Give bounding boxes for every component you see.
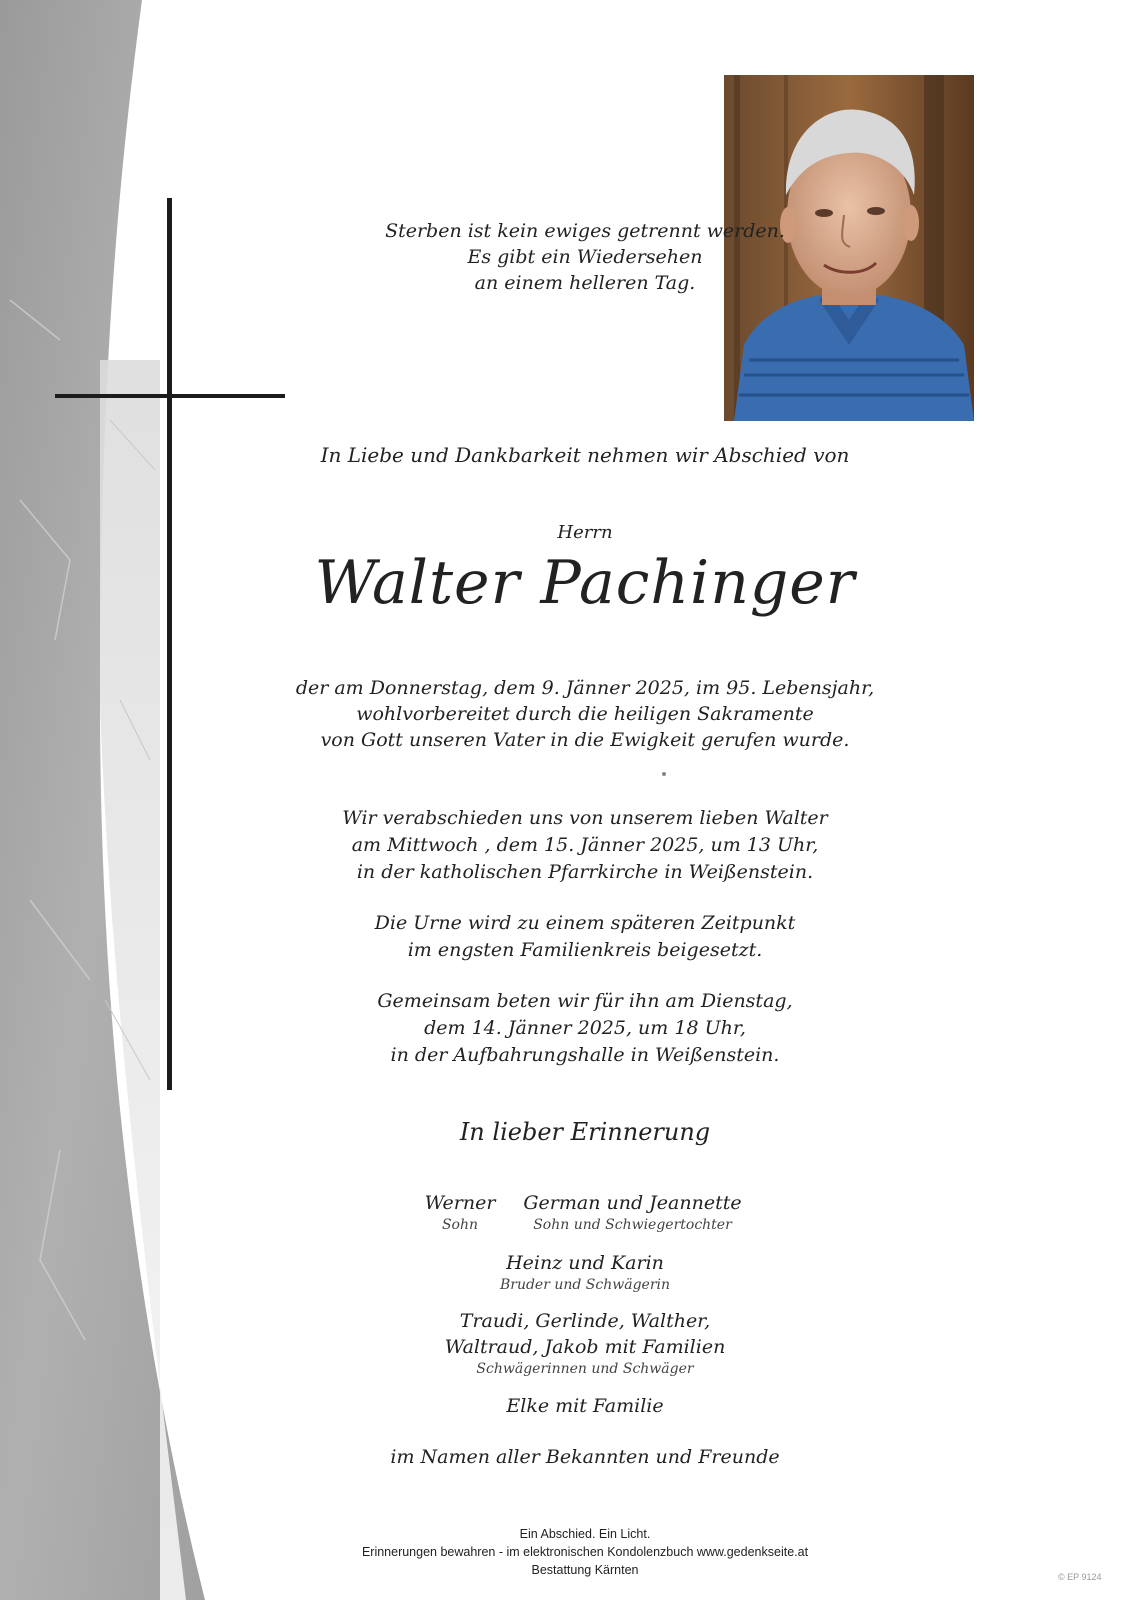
farewell-line: in der katholischen Pfarrkirche in Weißenstein. xyxy=(356,861,814,883)
death-notice-line: wohlvorbereitet durch die heiligen Sakramente xyxy=(356,703,814,725)
farewell-line: am Mittwoch , dem 15. Jänner 2025, um 13 Uhr, xyxy=(351,834,819,856)
mourner-werner xyxy=(405,1190,515,1234)
footer-line: Ein Abschied. Ein Licht. xyxy=(519,1527,651,1541)
prayer-notice xyxy=(170,988,1000,1069)
cross-horizontal-bar xyxy=(55,394,285,398)
mourner-name: Heinz und Karin xyxy=(506,1252,664,1274)
footer xyxy=(170,1525,1000,1579)
deceased-name: Walter Pachinger xyxy=(314,548,856,618)
separator-dot xyxy=(662,772,666,776)
prayer-line: Gemeinsam beten wir für ihn am Dienstag, xyxy=(377,990,793,1012)
mourner-relation: Sohn und Schwiegertochter xyxy=(533,1217,732,1233)
urn-line: im engsten Familienkreis beigesetzt. xyxy=(407,939,763,961)
mourner-relation: Sohn xyxy=(441,1217,479,1233)
footer-line: Erinnerungen bewahren - im elektronischen Kondolenzbuch www.gedenkseite.at xyxy=(361,1545,809,1559)
mourner-relation: Bruder und Schwägerin xyxy=(499,1277,671,1293)
mourner-heinz-karin xyxy=(170,1250,1000,1294)
quote-line: Sterben ist kein ewiges getrennt werden. xyxy=(385,220,785,242)
mourner-elke xyxy=(170,1393,1000,1419)
mourner-german-jeannette xyxy=(515,1190,750,1234)
mourner-relation: Schwägerinnen und Schwäger xyxy=(476,1361,694,1377)
mourner-name: Waltraud, Jakob mit Familien xyxy=(444,1336,726,1358)
farewell-notice xyxy=(170,805,1000,886)
prayer-line: dem 14. Jänner 2025, um 18 Uhr, xyxy=(424,1017,746,1039)
mourner-name: German und Jeannette xyxy=(523,1192,742,1214)
footer-line: Bestattung Kärnten xyxy=(531,1563,639,1577)
urn-line: Die Urne wird zu einem späteren Zeitpunkt xyxy=(374,912,796,934)
death-notice xyxy=(170,675,1000,753)
mourner-name: Elke mit Familie xyxy=(506,1395,664,1417)
death-notice-line: der am Donnerstag, dem 9. Jänner 2025, im 95. Lebensjahr, xyxy=(295,677,875,699)
prayer-line: in der Aufbahrungshalle in Weißenstein. xyxy=(390,1044,780,1066)
template-code: © EP 9124 xyxy=(1058,1572,1102,1582)
salutation: Herrn xyxy=(557,522,613,543)
urn-notice xyxy=(170,910,1000,964)
mourner-siblings-in-law xyxy=(170,1308,1000,1378)
quote-line: Es gibt ein Wiedersehen xyxy=(467,246,703,268)
death-notice-line: von Gott unseren Vater in die Ewigkeit gerufen wurde. xyxy=(320,729,850,751)
quote-block xyxy=(170,218,1000,296)
quote-line: an einem helleren Tag. xyxy=(474,272,696,294)
memory-heading: In lieber Erinnerung xyxy=(459,1118,711,1146)
closing-line: im Namen aller Bekannten und Freunde xyxy=(390,1446,780,1468)
intro-line: In Liebe und Dankbarkeit nehmen wir Abschied von xyxy=(320,443,850,467)
mourner-name: Traudi, Gerlinde, Walther, xyxy=(459,1310,711,1332)
mourner-name: Werner xyxy=(424,1192,496,1214)
farewell-line: Wir verabschieden uns von unserem lieben Walter xyxy=(342,807,828,829)
